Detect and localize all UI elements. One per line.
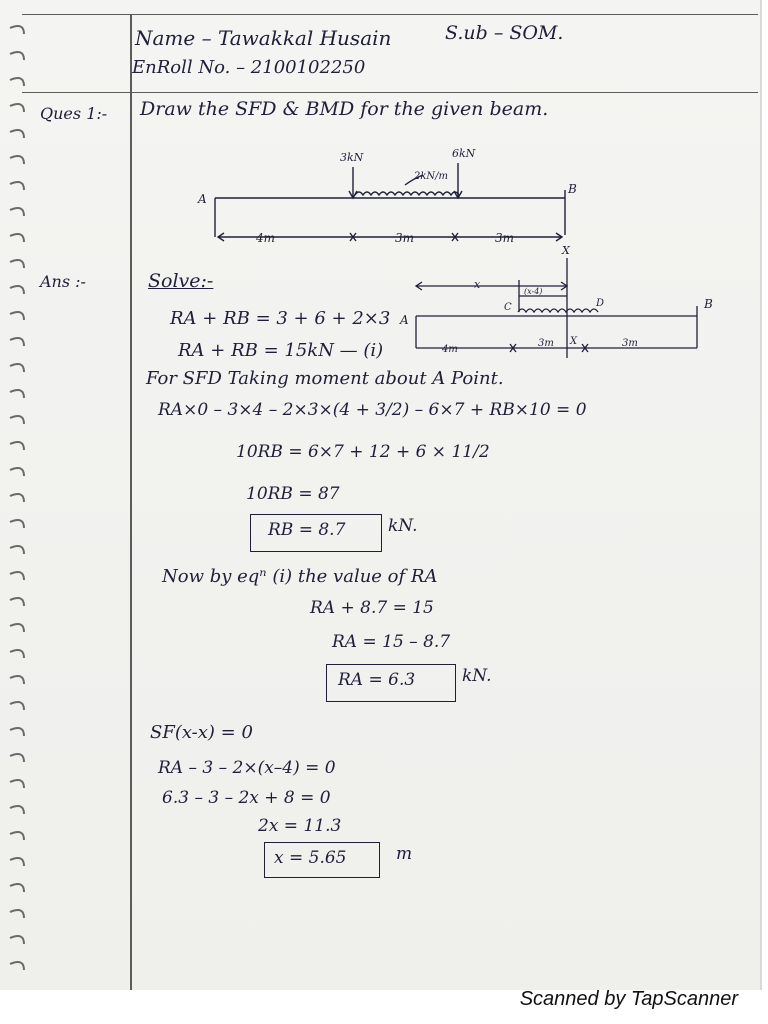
student-name: Name – Tawakkal Husain <box>135 26 392 50</box>
beam1-point-a: A <box>198 192 207 206</box>
beam2-section-x-top: X <box>562 244 570 257</box>
beam2-dim-3m-b: 3m <box>622 338 638 349</box>
moment-equation: RA×0 – 3×4 – 2×3×(4 + 3/2) – 6×7 + RB×10 = 0 <box>158 400 587 420</box>
beam2-dim-x4: (x-4) <box>524 287 543 296</box>
beam1-dim-4m: 4m <box>256 231 276 245</box>
sf-equation-step2: 6.3 – 3 – 2x + 8 = 0 <box>162 788 331 808</box>
question-label: Ques 1:- <box>40 104 108 123</box>
sf-equation-step3: 2x = 11.3 <box>258 816 342 836</box>
beam1-load-6kn: 6kN <box>452 147 476 160</box>
udl-coils <box>355 192 459 195</box>
beam2-udl-coils <box>518 309 598 312</box>
sf-equation-step1: RA – 3 – 2×(x–4) = 0 <box>158 758 336 778</box>
beam1-udl-label: 2kN/m <box>414 171 449 182</box>
enroll-number: EnRoll No. – 2100102250 <box>132 57 366 78</box>
beam1-point-b: B <box>568 182 577 196</box>
answer-label: Ans :- <box>40 272 86 291</box>
beam2-point-d: D <box>596 298 605 309</box>
beam2-section-x-bottom: X <box>570 336 578 347</box>
beam2-point-a: A <box>400 313 409 327</box>
question-text: Draw the SFD & BMD for the given beam. <box>140 98 549 120</box>
beam1-dim-3m-a: 3m <box>395 231 415 245</box>
beam-diagram-given <box>190 145 590 250</box>
scanner-watermark: Scanned by TapScanner <box>519 988 738 1010</box>
ra-equation-step1: RA + 8.7 = 15 <box>310 598 434 618</box>
ra-intro: Now by eqⁿ (i) the value of RA <box>162 566 438 587</box>
rb-equation-step2: 10RB = 87 <box>246 484 340 504</box>
beam2-dim-3m-a: 3m <box>538 338 554 349</box>
rb-unit: kN. <box>388 516 418 536</box>
sf-section-equation: SF(x-x) = 0 <box>150 722 253 743</box>
solve-heading: Solve:- <box>148 270 214 292</box>
ra-equation-step2: RA = 15 – 8.7 <box>332 632 451 652</box>
beam2-dim-4m: 4m <box>442 344 458 355</box>
subject: S.ub – SOM. <box>445 22 564 44</box>
header-rule <box>22 92 758 93</box>
beam2-dim-x: x <box>474 278 481 291</box>
equation-i: RA + RB = 15kN — (i) <box>178 340 384 361</box>
ra-unit: kN. <box>462 666 492 686</box>
sfd-moment-statement: For SFD Taking moment about A Point. <box>146 368 504 389</box>
margin-line <box>130 14 132 990</box>
equation-sum-reactions: RA + RB = 3 + 6 + 2×3 <box>170 308 391 329</box>
x-result: x = 5.65 <box>274 848 347 868</box>
spiral-binding <box>6 20 32 980</box>
beam2-point-b: B <box>704 297 713 311</box>
beam1-load-3kn: 3kN <box>340 151 364 164</box>
beam1-dim-3m-b: 3m <box>495 231 515 245</box>
x-unit: m <box>396 844 413 864</box>
beam2-point-c: C <box>504 302 512 313</box>
beam-diagram-section <box>392 240 722 365</box>
rb-equation-step1: 10RB = 6×7 + 12 + 6 × 11/2 <box>236 442 490 462</box>
ra-result: RA = 6.3 <box>338 670 416 690</box>
rb-result: RB = 8.7 <box>268 520 346 540</box>
top-rule <box>22 14 758 15</box>
